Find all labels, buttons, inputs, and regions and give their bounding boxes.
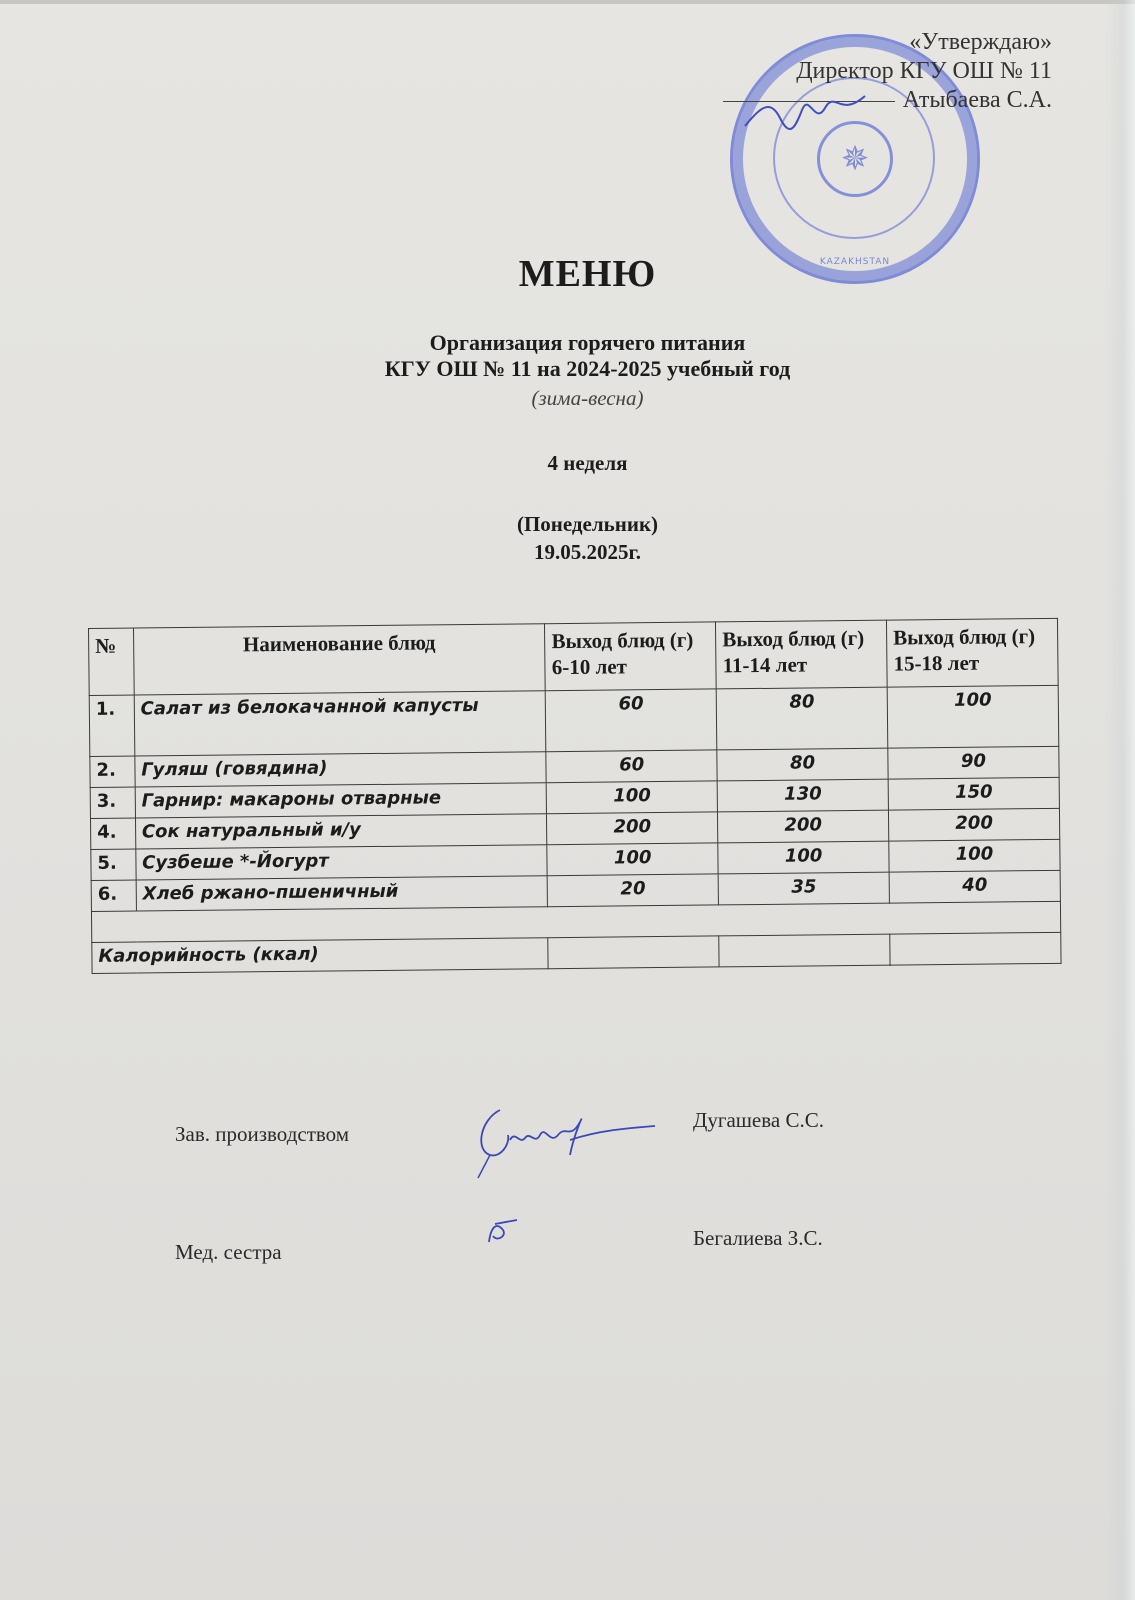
calories-label: Калорийность (ккал)	[92, 938, 549, 974]
dish-name: Салат из белокачанной капусты	[134, 691, 546, 756]
dish-name: Сок натуральный и/у	[135, 814, 547, 849]
signature-name-nurse: Бегалиева З.С.	[693, 1226, 823, 1250]
col-header-name: Наименование блюд	[133, 624, 545, 695]
dish-name: Гарнир: макароны отварные	[135, 783, 547, 818]
stamp-ring-text: KAZAKHSTAN	[819, 257, 891, 267]
page-title: МЕНЮ	[518, 253, 657, 295]
menu-table	[88, 618, 1062, 974]
signature-name-production: Дугашева С.С.	[693, 1108, 824, 1132]
portion-15-18: 90	[888, 746, 1059, 779]
row-num: 3.	[90, 787, 135, 818]
portion-11-14: 80	[717, 748, 888, 781]
approval-position: Директор КГУ ОШ № 11	[796, 58, 1052, 84]
portion-6-10: 20	[547, 874, 718, 907]
portion-6-10: 60	[546, 689, 718, 752]
approval-label: «Утверждаю»	[909, 29, 1052, 55]
director-signature-icon	[740, 88, 870, 138]
signature-role-production: Зав. производством	[175, 1122, 350, 1146]
dish-name: Хлеб ржано-пшеничный	[136, 876, 548, 911]
portion-11-14: 80	[716, 687, 888, 750]
dish-name: Сузбеше *-Йогурт	[136, 845, 548, 880]
dish-name: Гуляш (говядина)	[135, 752, 547, 787]
portion-15-18: 150	[888, 777, 1059, 810]
col-header-num: №	[89, 628, 134, 695]
weekday: (Понедельник)	[516, 512, 659, 536]
menu-date: 19.05.2025г.	[534, 540, 641, 564]
org-line-1: Организация горячего питания	[429, 330, 746, 355]
col-header-age-11-14: Выход блюд (г) 11-14 лет	[716, 620, 888, 689]
plastic-sleeve-edge	[1105, 0, 1135, 1600]
week-number: 4 неделя	[547, 451, 628, 475]
nurse-signature-icon	[483, 1216, 523, 1246]
portion-15-18: 40	[889, 870, 1060, 903]
paper-top-edge	[0, 0, 1135, 4]
row-num: 2.	[90, 756, 135, 787]
calories-6-10	[548, 936, 719, 969]
calories-15-18	[890, 932, 1061, 965]
calories-11-14	[719, 934, 890, 967]
approval-name: Атыбаева С.А.	[902, 87, 1052, 113]
kazakhstan-emblem-icon: ✵	[817, 121, 893, 197]
org-line-2: КГУ ОШ № 11 на 2024-2025 учебный год	[384, 356, 791, 381]
portion-15-18: 100	[887, 685, 1059, 748]
portion-6-10: 100	[546, 781, 717, 814]
row-num: 6.	[91, 880, 136, 911]
portion-15-18: 100	[889, 839, 1060, 872]
col-header-age-15-18: Выход блюд (г) 15-18 лет	[887, 618, 1059, 687]
portion-6-10: 60	[546, 750, 717, 783]
production-manager-signature-icon	[470, 1100, 660, 1180]
season: (зима-весна)	[531, 386, 644, 410]
portion-11-14: 100	[718, 841, 889, 874]
portion-6-10: 200	[547, 812, 718, 845]
table-header-row	[89, 618, 1059, 695]
portion-6-10: 100	[547, 843, 718, 876]
table-row	[89, 685, 1059, 756]
portion-11-14: 130	[717, 779, 888, 812]
col-header-age-6-10: Выход блюд (г) 6-10 лет	[545, 622, 717, 691]
portion-15-18: 200	[889, 808, 1060, 841]
portion-11-14: 35	[718, 872, 889, 905]
portion-11-14: 200	[718, 810, 889, 843]
row-num: 1.	[89, 695, 134, 756]
row-num: 5.	[91, 849, 136, 880]
signature-role-nurse: Мед. сестра	[175, 1240, 282, 1264]
row-num: 4.	[90, 818, 135, 849]
